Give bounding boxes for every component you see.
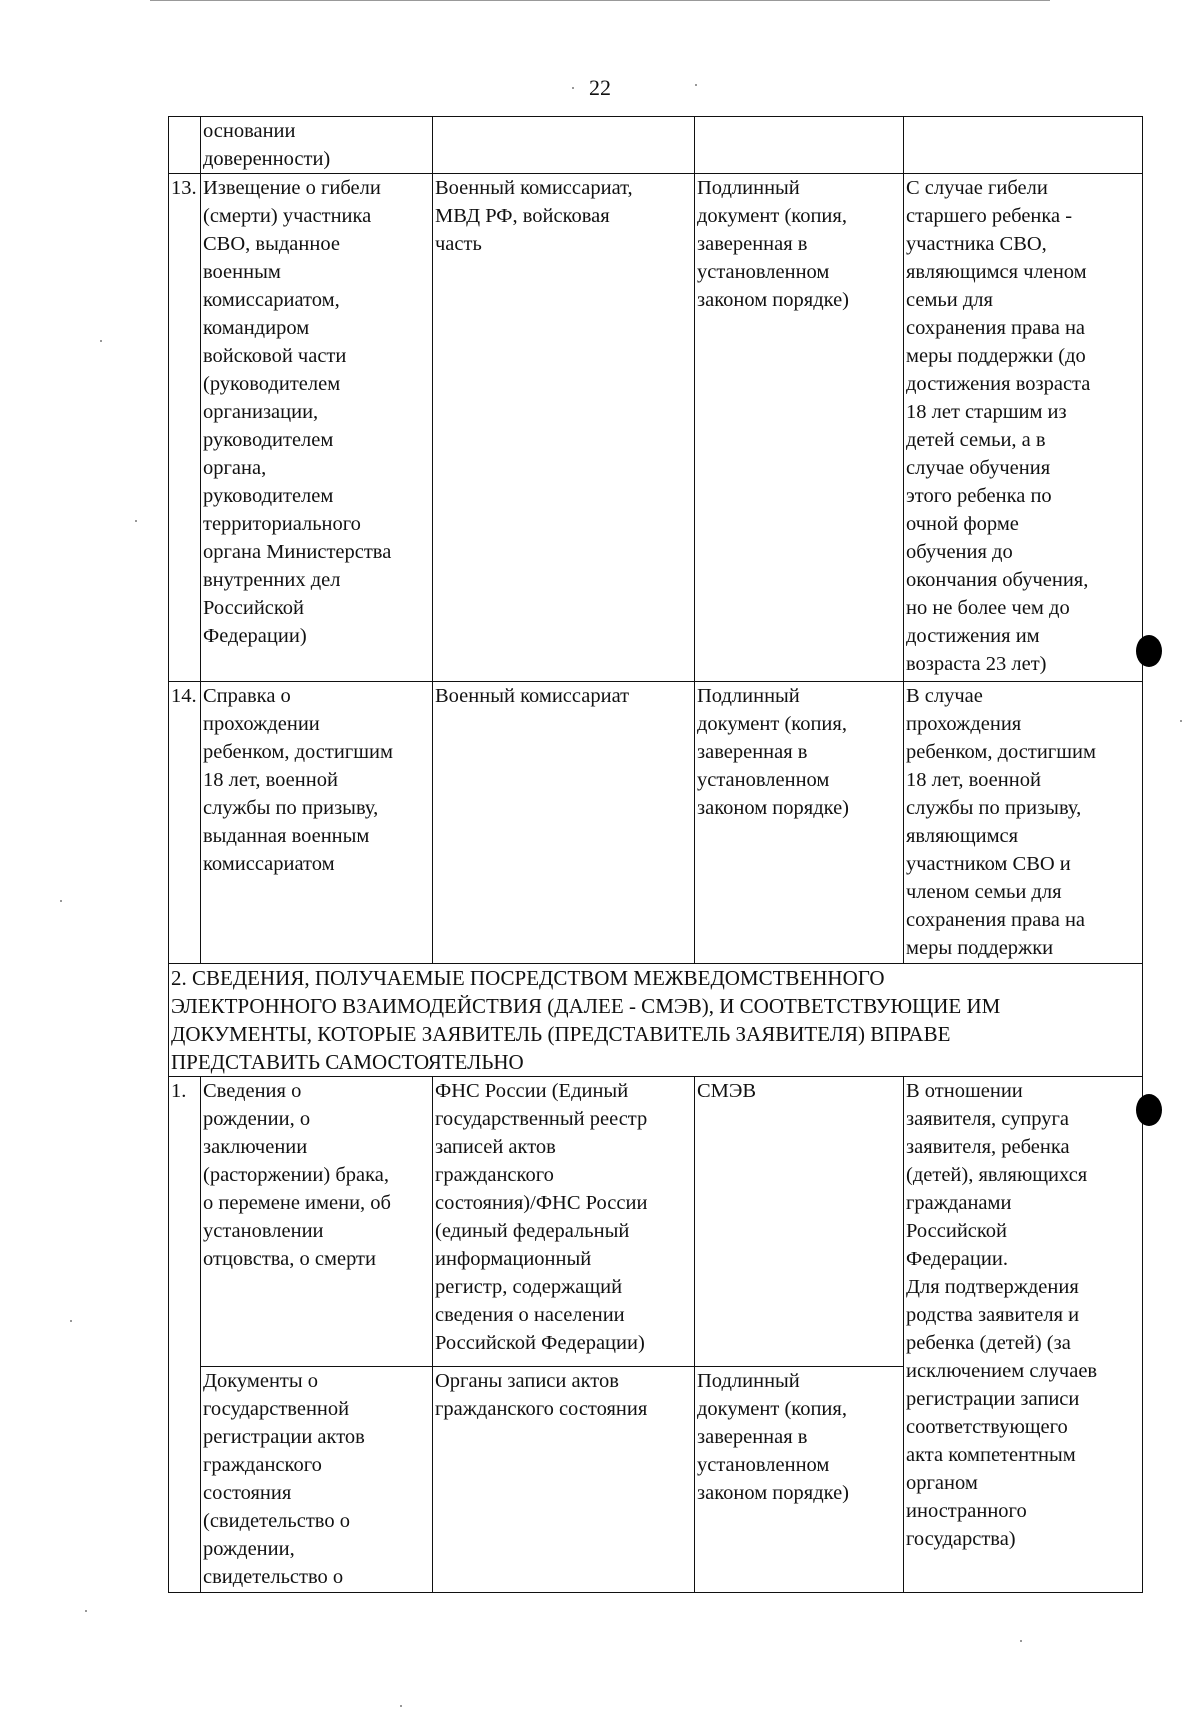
text-line: Федерации) [203,625,307,647]
text-line: заключении [203,1136,308,1158]
scan-top-edge [150,0,1050,1]
form-cell [695,682,904,964]
text-line: заявителя, ребенка [906,1136,1070,1158]
text-line: Российской Федерации) [435,1332,645,1354]
scan-speck [100,340,102,342]
text-line: (единый федеральный [435,1220,630,1242]
text-line: информационный [435,1248,592,1270]
table-row [169,117,1143,174]
text-line: заявителя, супруга [906,1108,1070,1130]
text-line: документ (копия, [697,713,847,735]
text-line: рождении, о [203,1108,311,1130]
scan-speck [85,1610,87,1612]
form-cell [695,174,904,682]
source-cell [433,1077,695,1367]
text-line: Извещение о гибели [203,177,381,199]
text-line: гражданского состояния [435,1398,648,1420]
text-line: законом порядке) [697,289,849,311]
text-line: (смерти) участника [203,205,372,227]
text-line: ФНС России (Единый [435,1080,629,1102]
text-line: сохранения права на [906,909,1086,931]
text-line: состояния [203,1482,292,1504]
text-line: законом порядке) [697,797,849,819]
text-line: Подлинный [697,685,800,707]
scan-speck [70,1320,72,1322]
scan-speck [400,1705,402,1707]
document-cell [201,1077,433,1367]
text-line: достижения возраста [906,373,1091,395]
text-line: семьи для [906,289,993,311]
text-line: организации, [203,401,319,423]
text-line: Подлинный [697,177,800,199]
text-line: службы по призыву, [906,797,1082,819]
text-line: (детей), являющихся [906,1164,1088,1186]
text-line: участника СВО, [906,233,1047,255]
text-line: военным [203,261,281,283]
text-line: В случае [906,685,983,707]
scan-speck [1180,720,1182,722]
form-cell [695,117,904,174]
source-cell [433,117,695,174]
text-line: Федерации. [906,1248,1008,1270]
scan-speck [135,520,137,522]
text-line: достижения им [906,625,1040,647]
note-cell [904,1077,1143,1593]
text-line: заверенная в [697,233,808,255]
text-line: (руководителем [203,373,341,395]
text-line: ЭЛЕКТРОННОГО ВЗАИМОДЕЙСТВИЯ (ДАЛЕЕ - СМЭВ), И СООТВЕТСТВУЮЩИЕ ИМ [171,994,1001,1018]
text-line: войсковой части [203,345,347,367]
text-line: 18 лет старшим из [906,401,1067,423]
text-line: командиром [203,317,310,339]
text-line: 18 лет, военной [906,769,1041,791]
text-line: документ (копия, [697,205,847,227]
row-number: 13. [169,174,201,682]
text-line: руководителем [203,429,334,451]
text-line: Российской [203,597,305,619]
text-line: государства) [906,1528,1016,1550]
text-line: ребенком, достигшим [906,741,1096,763]
text-line: случае обучения [906,457,1051,479]
text-line: органа Министерства [203,541,392,563]
note-cell [904,174,1143,682]
text-line: комиссариатом [203,853,335,875]
text-line: (свидетельство о [203,1510,350,1532]
documents-table [168,116,1143,1593]
row-number: 14. [169,682,201,964]
text-line: Органы записи актов [435,1370,619,1392]
text-line: сведения о населении [435,1304,625,1326]
text-line: МВД РФ, войсковая [435,205,610,227]
text-line: документ (копия, [697,1398,847,1420]
text-line: акта компетентным [906,1444,1076,1466]
text-line: участником СВО и [906,853,1071,875]
form-cell [695,1077,904,1367]
text-line: родства заявителя и [906,1304,1080,1326]
table-row [169,174,1143,682]
text-line: законом порядке) [697,1482,849,1504]
scan-speck [1020,1640,1022,1642]
text-line: прохождения [906,713,1022,735]
text-line: но не более чем до [906,597,1070,619]
text-line: детей семьи, а в [906,429,1046,451]
text-line: иностранного [906,1500,1027,1522]
scan-speck [695,84,697,86]
text-line: регистрации записи [906,1388,1080,1410]
text-line: сохранения права на [906,317,1086,339]
text-line: заверенная в [697,1426,808,1448]
source-cell [433,1367,695,1593]
page-number: 22 [589,75,611,100]
document-cell [201,1367,433,1593]
text-line: отцовства, о смерти [203,1248,376,1270]
text-line: Российской [906,1220,1008,1242]
text-line: 2. СВЕДЕНИЯ, ПОЛУЧАЕМЫЕ ПОСРЕДСТВОМ МЕЖВЕДОМСТВЕННОГО [171,966,885,990]
text-line: свидетельство о [203,1566,344,1588]
punch-hole-mark [1136,1094,1162,1126]
section-heading-row [169,964,1143,1077]
text-line: основании [203,120,296,142]
text-line: 18 лет, военной [203,769,338,791]
text-line: этого ребенка по [906,485,1052,507]
text-line: гражданами [906,1192,1012,1214]
scan-speck [572,87,574,89]
text-line: СМЭВ [697,1080,757,1102]
text-line: ПРЕДСТАВИТЬ САМОСТОЯТЕЛЬНО [171,1050,524,1074]
text-line: (расторжении) брака, [203,1164,389,1186]
text-line: доверенности) [203,148,331,170]
text-line: государственный реестр [435,1108,648,1130]
text-line: регистр, содержащий [435,1276,623,1298]
text-line: установлении [203,1220,324,1242]
text-line: выданная военным [203,825,370,847]
text-line: исключением случаев [906,1360,1098,1382]
text-line: органа, [203,457,267,479]
text-line: органом [906,1472,978,1494]
text-line: Справка о [203,685,291,707]
text-line: установленном [697,1454,830,1476]
table-row [169,1077,1143,1367]
note-cell [904,682,1143,964]
source-cell [433,682,695,964]
text-line: рождении, [203,1538,295,1560]
note-cell [904,117,1143,174]
text-line: внутренних дел [203,569,341,591]
text-line: меры поддержки (до [906,345,1086,367]
row-number: 1. [169,1077,201,1593]
text-line: Для подтверждения [906,1276,1079,1298]
text-line: ребенком, достигшим [203,741,393,763]
text-line: о перемене имени, об [203,1192,391,1214]
text-line: Документы о [203,1370,319,1392]
text-line: государственной [203,1398,350,1420]
text-line: Военный комиссариат [435,685,630,707]
text-line: обучения до [906,541,1013,563]
document-cell [201,682,433,964]
text-line: окончания обучения, [906,569,1089,591]
text-line: ДОКУМЕНТЫ, КОТОРЫЕ ЗАЯВИТЕЛЬ (ПРЕДСТАВИТЕЛЬ ЗАЯВИТЕЛЯ) ВПРАВЕ [171,1022,951,1046]
text-line: заверенная в [697,741,808,763]
text-line: гражданского [203,1454,322,1476]
text-line: Сведения о [203,1080,302,1102]
text-line: СВО, выданное [203,233,340,255]
punch-hole-mark [1136,635,1162,667]
text-line: являющимся членом [906,261,1087,283]
text-line: очной форме [906,513,1019,535]
source-cell [433,174,695,682]
text-line: Подлинный [697,1370,800,1392]
text-line: возраста 23 лет) [906,653,1047,675]
text-line: членом семьи для [906,881,1062,903]
text-line: часть [435,233,482,255]
text-line: комиссариатом, [203,289,340,311]
text-line: службы по призыву, [203,797,379,819]
section-heading [169,964,1143,1077]
text-line: соответствующего [906,1416,1068,1438]
text-line: старшего ребенка - [906,205,1073,227]
scan-speck [60,900,62,902]
text-line: являющимся [906,825,1019,847]
text-line: руководителем [203,485,334,507]
text-line: ребенка (детей) (за [906,1332,1071,1354]
form-cell [695,1367,904,1593]
row-number [169,117,201,174]
text-line: состояния)/ФНС России [435,1192,648,1214]
text-line: регистрации актов [203,1426,365,1448]
text-line: меры поддержки [906,937,1054,959]
text-line: С случае гибели [906,177,1048,199]
document-cell [201,117,433,174]
text-line: прохождении [203,713,320,735]
table-row [169,682,1143,964]
text-line: гражданского [435,1164,554,1186]
text-line: установленном [697,769,830,791]
text-line: установленном [697,261,830,283]
text-line: территориального [203,513,361,535]
text-line: Военный комиссариат, [435,177,633,199]
document-cell [201,174,433,682]
text-line: записей актов [435,1136,556,1158]
text-line: В отношении [906,1080,1023,1102]
